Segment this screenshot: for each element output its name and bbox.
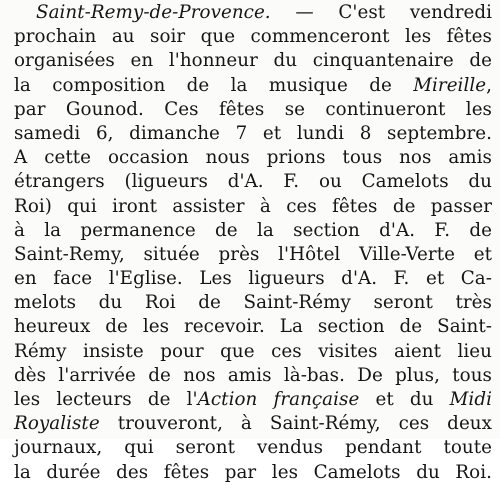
article-line (14, 49, 492, 73)
body-text: par Gounod. Ces fêtes se continueront les (14, 98, 492, 120)
body-text: Saint-Remy, située près l'Hôtel Ville-Verte et (14, 243, 492, 265)
body-text: Roi) qui iront assister à ces fêtes de passer (14, 195, 492, 217)
body-text: organisées en l'honneur du cinquantenaire de (14, 50, 492, 72)
body-text: samedi 6, dimanche 7 et lundi 8 septembre. (14, 122, 492, 144)
article-line (14, 1, 492, 25)
body-text: — C'est vendredi (270, 2, 492, 23)
body-text: et du (359, 389, 450, 410)
body-text: en face l'Eglise. Les ligueurs d'A. F. et Ca- (14, 268, 492, 290)
article-line (14, 98, 492, 122)
body-text: prochain au soir que commenceront les fêtes (14, 26, 492, 48)
body-text: la composition de la musique de (14, 74, 414, 96)
body-text: Rémy insiste pour que ces visites aient lieu (14, 340, 492, 362)
article-line (14, 267, 492, 291)
body-text: , (486, 74, 492, 96)
article-line (14, 146, 492, 170)
italic-text: Midi (449, 389, 492, 410)
italic-text: Mireille (413, 74, 487, 96)
body-text: journaux, qui seront vendus pendant toute (14, 437, 492, 459)
article-line (14, 364, 492, 388)
body-text: étrangers (ligueurs d'A. F. ou Camelots du (14, 171, 492, 193)
body-text: dès l'arrivée de nos amis là-bas. De plus, tous (14, 364, 492, 386)
article-text (14, 1, 492, 485)
body-text: les lecteurs de l' (14, 389, 198, 410)
article-line (14, 25, 492, 49)
article-line (14, 243, 492, 267)
article-line (14, 315, 492, 339)
body-text: la durée des fêtes par les Camelots du Roi. (14, 461, 492, 483)
body-text: melots du Roi de Saint-Rémy seront très (14, 292, 492, 314)
body-text: heureux de les recevoir. La section de Saint- (14, 316, 492, 338)
body-text: à la permanence de la section d'A. F. de (14, 219, 492, 241)
article-line (14, 291, 492, 315)
article-line (14, 170, 492, 194)
article-line (14, 388, 492, 412)
article-line (14, 461, 492, 485)
article-line (14, 436, 492, 460)
article-line (14, 74, 492, 98)
article-line (14, 340, 492, 364)
article-line (14, 412, 492, 436)
article-line (14, 219, 492, 243)
italic-text: Saint-Remy-de-Provence. (36, 2, 271, 23)
article-line (14, 195, 492, 219)
body-text: trouveront, à Saint-Rémy, ces deux (99, 413, 492, 435)
italic-text: Royaliste (14, 413, 100, 435)
italic-text: Action française (197, 389, 360, 410)
body-text: A cette occasion nous prions tous nos amis (14, 147, 492, 169)
article-line (14, 122, 492, 146)
